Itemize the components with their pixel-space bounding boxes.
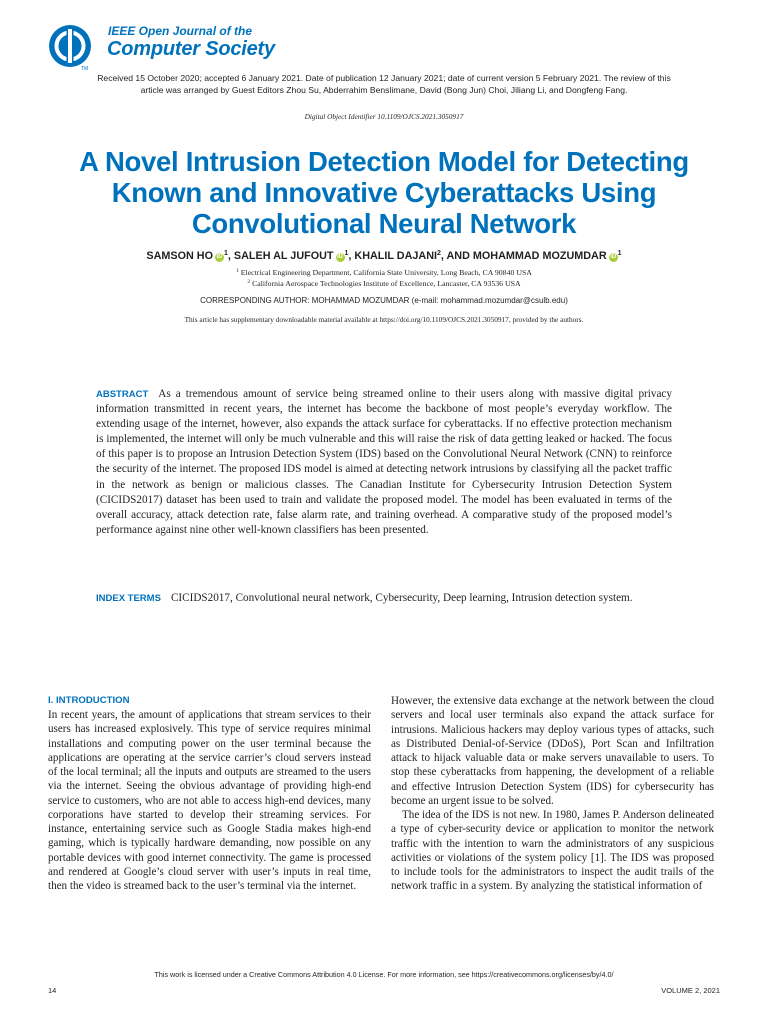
abstract — [96, 387, 672, 538]
supplementary-note: This article has supplementary downloadable material available at https://doi.org/10.1109/OJCS.2021.3050917, provided by the authors. — [184, 315, 584, 324]
volume-year: VOLUME 2, 2021 — [661, 986, 720, 995]
body-paragraph: The idea of the IDS is not new. In 1980, James P. Anderson delineated a type of cyber-security device or application to monitor the network traffic with the intention to warn the administrators of any suspicious activities or violations of the system policy [1]. The IDS was proposed to include tools for the administrators to inspect the audit trails of the network traffic in a system. By analyzing the statistical information of — [391, 809, 714, 893]
author-name: SALEH AL JUFOUT — [233, 250, 334, 262]
affiliation-number: 2 — [247, 279, 251, 285]
author-list — [0, 250, 768, 262]
index-terms-text: CICIDS2017, Convolutional neural network, Cybersecurity, Deep learning, Intrusion detection system. — [170, 592, 633, 604]
author-affiliation-mark: 1 — [344, 250, 349, 257]
author-name: MOHAMMAD MOZUMDAR — [472, 250, 607, 262]
body-column-left — [48, 694, 371, 893]
index-terms-label: INDEX TERMS — [96, 593, 161, 604]
page-number: 14 — [48, 986, 57, 995]
affiliation-text: California Aerospace Technologies Institute of Excellence, Lancaster, CA 93536 USA — [252, 279, 521, 288]
body-column-right — [391, 694, 714, 894]
orcid-icon[interactable]: iD — [610, 254, 617, 260]
affiliation — [0, 279, 768, 288]
author-affiliation-mark: 1 — [617, 250, 622, 257]
paper-title: A Novel Intrusion Detection Model for Detecting Known and Innovative Cyberattacks Using Convolutional Neural Network — [79, 146, 689, 239]
affiliation-number: 1 — [236, 268, 239, 274]
author-affiliation-mark: 1 — [224, 250, 228, 257]
abstract-text: As a tremendous amount of service being streamed online to their users along with massive digital privacy information transmitted in recent years, the internet has become the backbone of most people’s everyday workflow. The extending usage of the internet, however, also expands the attack surface for cyberattacks. If no effective protection mechanism is implemented, the internet will only be much vulnerable and this will raise the risk of data getting leaked or hacked. The focus of this paper is to propose an Intrusion Detection System (IDS) based on the Convolutional Neural Network (CNN) to reinforce the security of the internet. The proposed IDS model is aimed at detecting network intrusions by classifying all the packet traffic in the network as benign or malicious classes. The Canadian Institute for Cybersecurity Intrusion Detection System (CICIDS2017) dataset has been used to train and validate the proposed model. The model has been evaluated in terms of the overall accuracy, attack detection rate, false alarm rate, and training overhead. A comparative study of the proposed model’s performance against nine other well-known classifiers has been presented. — [96, 388, 672, 536]
author-separator: , AND — [440, 250, 473, 262]
body-paragraph: In recent years, the amount of applications that stream services to their users has increased explosively. This type of service requires minimal installations and computing power on the user terminal because the applications are operating at the service carrier’s cloud servers instead of the local terminal; all the inputs and outputs are streamed to the users via the internet. Seeing the obvious advantage of providing high-end service to customers, who are not able to access high-end devices, many corporations have started to develop their streaming services. For instance, entertaining service such as Google Stadia makes high-end gaming, which is typically hardware demanding, now possible on any portable devices with good internet connectivity. The game is processed and rendered at Google’s cloud server with user’s inputs in real time, then the video is streamed back to the user’s terminal via the internet. — [48, 709, 371, 892]
orcid-icon[interactable]: iD — [216, 254, 223, 260]
journal-name-line2: Computer Society — [107, 38, 275, 60]
digital-object-identifier: Digital Object Identifier 10.1109/OJCS.2021.3050917 — [304, 112, 464, 121]
author-name: KHALIL DAJANI — [354, 250, 437, 262]
received-dates: Received 15 October 2020; accepted 6 January 2021. Date of publication 12 January 2021; date of current version 5 February 2021. The review of this article was arranged by Guest Editors Zhou Su, Abderrahim Benslimane, David (Bong Jun) Choi, Jiliang Li, and Dongfeng Fang. — [97, 73, 671, 95]
journal-masthead — [48, 22, 348, 74]
corresponding-author: CORRESPONDING AUTHOR: MOHAMMAD MOZUMDAR (e-mail: mohammad.mozumdar@csulb.edu) — [200, 296, 568, 305]
affiliation-text: Electrical Engineering Department, California State University, Long Beach, CA 90840 USA — [240, 268, 532, 277]
license-note: This work is licensed under a Creative Commons Attribution 4.0 License. For more information, see https://creativecommons.org/licenses/by/4.0/ — [154, 970, 614, 979]
affiliation — [0, 268, 768, 277]
author-affiliation-mark: 2 — [437, 250, 441, 257]
abstract-label: ABSTRACT — [96, 389, 149, 400]
trademark-mark: TM — [81, 66, 89, 72]
orcid-icon[interactable]: iD — [337, 254, 343, 260]
index-terms — [96, 591, 672, 607]
body-paragraph: However, the extensive data exchange at the network between the cloud servers and local user terminals also expand the attack surface for intrusions. Malicious hackers may deploy various types of attacks, such as Distributed Denial-of-Service (DDoS), Port Scan and Infiltration attack to hijack valuable data or make servers unavailable to users. To stop these cyberattacks from happening, the development of a reliable and effective Intrusion Detection System (IDS) for cybersecurity has become an urgent issue to be solved. — [391, 695, 714, 807]
author-separator: , — [348, 250, 355, 262]
computer-society-logo-icon — [48, 24, 92, 68]
journal-name-line1: IEEE Open Journal of the — [108, 24, 253, 38]
section-heading: I. INTRODUCTION — [48, 695, 130, 706]
author-name: SAMSON HO — [146, 250, 214, 262]
author-separator: , — [227, 250, 234, 262]
